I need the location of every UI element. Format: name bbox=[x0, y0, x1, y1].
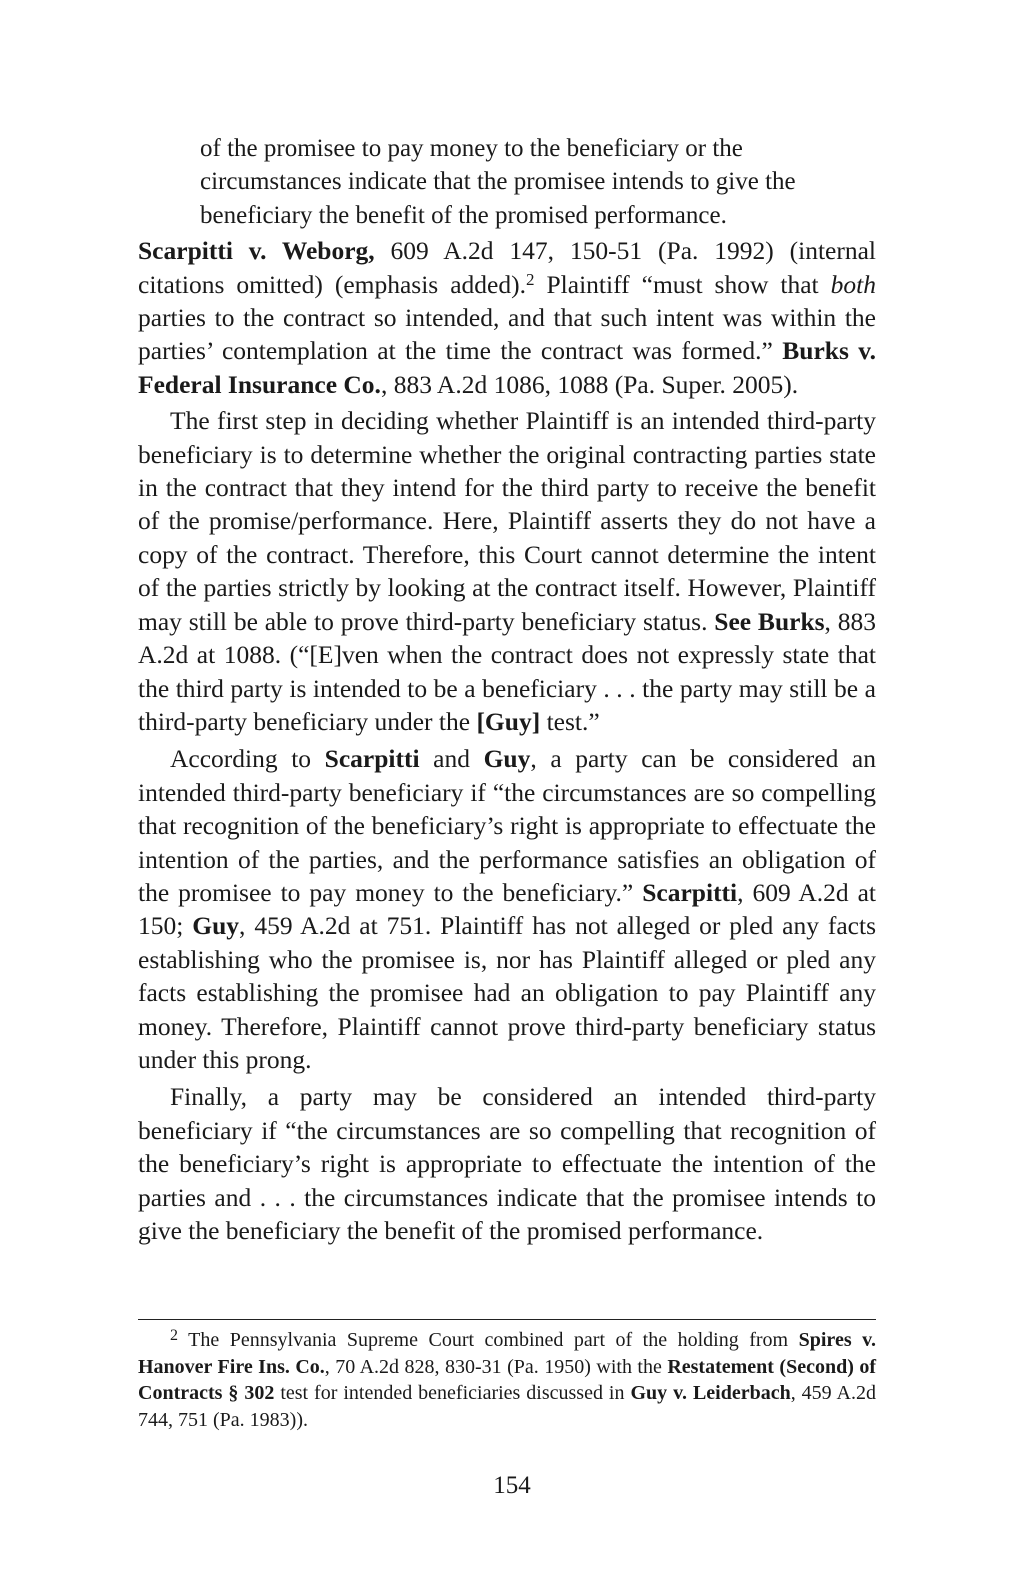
paragraph-first-step bbox=[138, 404, 876, 738]
text-run: and bbox=[419, 744, 484, 774]
text-run: test.” bbox=[540, 706, 600, 736]
case-citation: Scarpitti v. Weborg, bbox=[138, 236, 375, 266]
footnote-divider bbox=[138, 1319, 876, 1320]
case-citation: Guy bbox=[483, 744, 531, 774]
text-run: , a party can be considered an intended third-party beneficiary if “the circumstances are so compelling that recognition of the beneficiary’s right is appropriate to effectuate the intention of the parties, and the performance satisfies an obligation of the promisee to pay money to the beneficiary.” bbox=[138, 744, 876, 907]
text-run: test for intended beneficiaries discussed in bbox=[274, 1382, 631, 1404]
text-run: According to bbox=[170, 744, 325, 774]
paragraph-scarpitti-guy bbox=[138, 742, 876, 1076]
block-quote: of the promisee to pay money to the beneficiary or the circumstances indicate that the promisee intends to give the beneficiary the benefit of the promised performance. bbox=[200, 135, 796, 229]
case-citation: Restatement (Second) of Contracts § 302 bbox=[138, 1355, 876, 1404]
emphasis: both bbox=[830, 269, 876, 299]
page-number: 154 bbox=[493, 1472, 531, 1499]
text-run: The first step in deciding whether Plaintiff is an intended third-party beneficiary is to determine whether the original contracting parties state in the contract that they intend for the third party to receive the benefit of the promise/performance. Here, Plaintiff asserts they do not have a copy of the contract. Therefore, this Court cannot determine the intent of the parties strictly by looking at the contract itself. However, Plaintiff may still be able to prove third-party beneficiary status. bbox=[138, 406, 876, 636]
footnote-reference[interactable]: 2 bbox=[525, 269, 535, 289]
case-citation: Burks v. Federal Insurance Co. bbox=[138, 336, 876, 399]
case-citation: See Burks bbox=[714, 606, 825, 636]
text-run: Plaintiff “must show that bbox=[534, 269, 831, 299]
text-run: , 459 A.2d 744, 751 (Pa. 1983)). bbox=[138, 1382, 876, 1431]
case-citation: Spires v. Hanover Fire Ins. Co. bbox=[138, 1329, 877, 1378]
text-run: The Pennsylvania Supreme Court combined part of the holding from bbox=[178, 1329, 799, 1351]
text-run: , 609 A.2d at 150; bbox=[138, 877, 876, 941]
paragraph-finally: Finally, a party may be considered an intended third-party beneficiary if “the circumstances are so compelling that recognition of the beneficiary’s right is appropriate to effectuate the intention of the parties and . . . the circumstances indicate that the promisee intends to give the beneficiary the benefit of the promised performance. bbox=[138, 1082, 876, 1245]
text-run: , 459 A.2d at 751. Plaintiff has not alleged or pled any facts establishing who the promisee is, nor has Plaintiff alleged or pled any facts establishing the promisee had an obligation to pay Plaintiff any money. Therefore, Plaintiff cannot prove third-party beneficiary status under this prong. bbox=[138, 911, 876, 1074]
text-run: , 883 A.2d 1086, 1088 (Pa. Super. 2005). bbox=[380, 369, 799, 399]
case-citation: [Guy] bbox=[476, 706, 541, 736]
text-run: , 70 A.2d 828, 830-31 (Pa. 1950) with the bbox=[324, 1355, 668, 1378]
text-run: , 883 A.2d at 1088. (“[E]ven when the contract does not expressly state that the third party is intended to be a beneficiary . . . the party may still be a third-party beneficiary under the bbox=[138, 606, 877, 736]
case-citation: Guy v. Leiderbach bbox=[630, 1382, 791, 1404]
page-body bbox=[138, 132, 876, 1247]
paragraph-citation bbox=[138, 234, 876, 401]
footnote bbox=[138, 1327, 876, 1433]
text-run: parties to the contract so intended, and that such intent was within the parties’ contemplation at the time the contract was formed.” bbox=[138, 303, 876, 366]
case-citation: Scarpitti bbox=[324, 744, 420, 774]
case-citation: Scarpitti bbox=[642, 877, 738, 907]
case-citation: Guy bbox=[192, 911, 240, 941]
text-run: 609 A.2d 147, 150-51 (Pa. 1992) (internal citations omitted) (emphasis added). bbox=[138, 236, 876, 299]
footnote-number: 2 bbox=[170, 1327, 178, 1344]
